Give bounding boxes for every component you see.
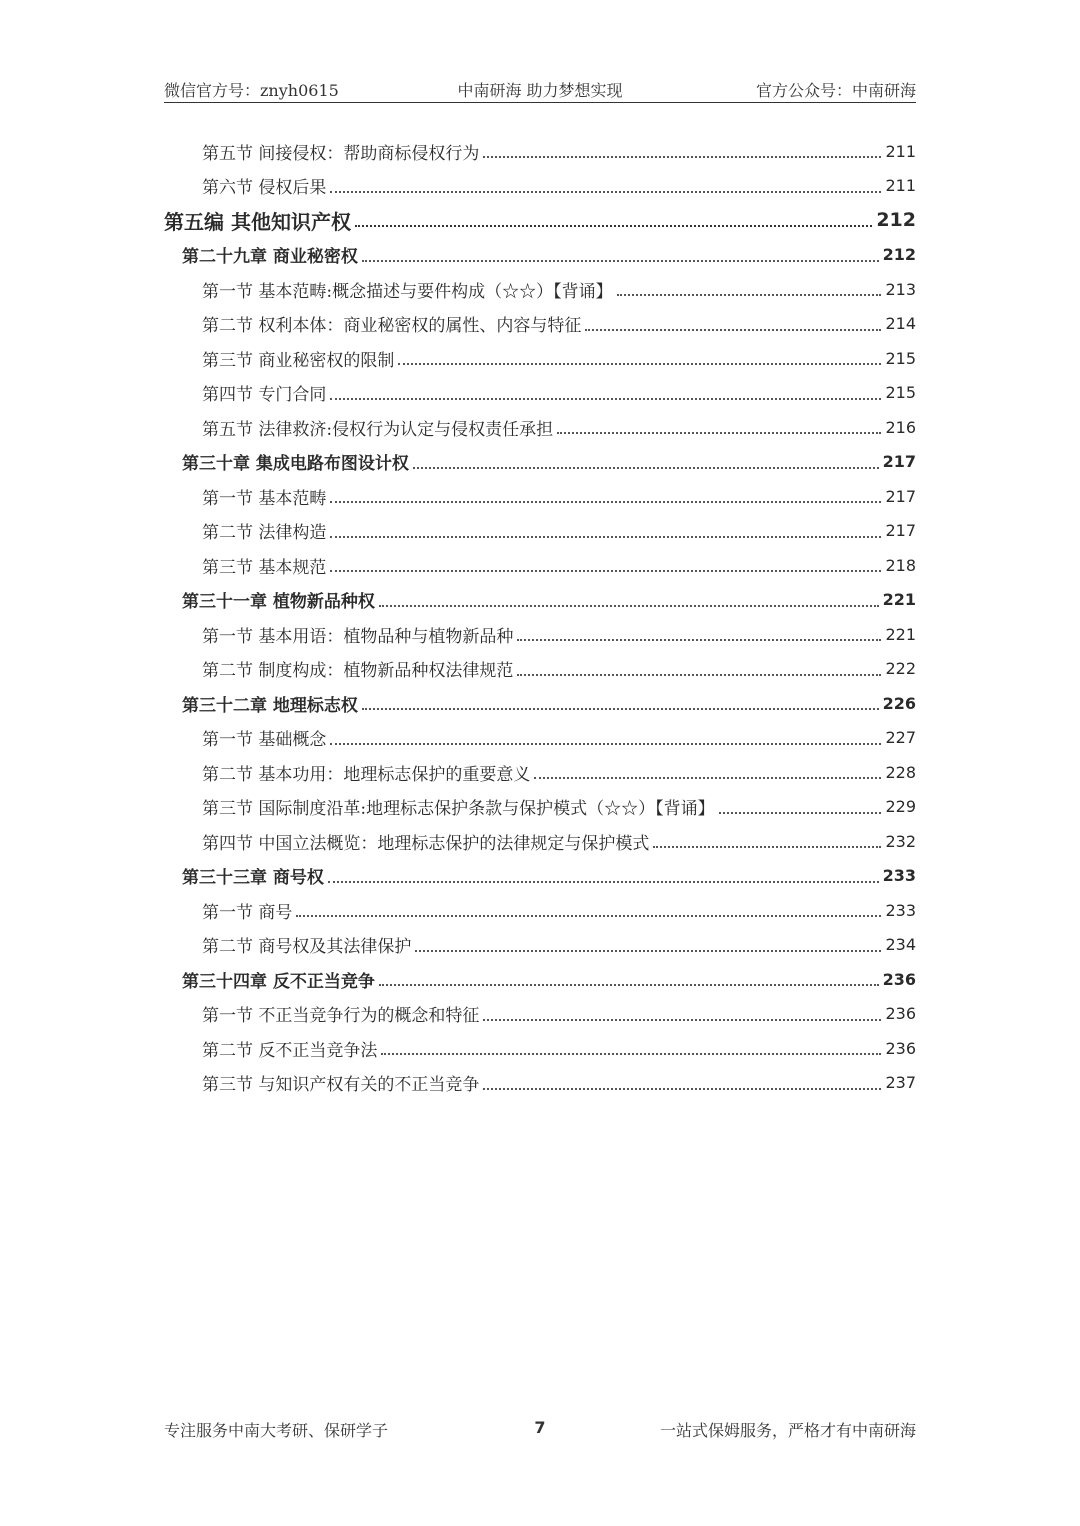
toc-leader-dots bbox=[398, 363, 881, 365]
header-slogan: 中南研海 助力梦想实现 bbox=[457, 81, 623, 100]
toc-entry-section[interactable] bbox=[164, 272, 916, 307]
toc-leader-dots bbox=[296, 915, 881, 917]
toc-leader-dots bbox=[330, 191, 881, 193]
toc-entry-page: 236 bbox=[885, 1038, 916, 1058]
toc-leader-dots bbox=[483, 1019, 881, 1021]
toc-entry-title: 第一节 不正当竞争行为的概念和特征 bbox=[202, 1006, 480, 1027]
toc-entry-part[interactable] bbox=[164, 203, 916, 238]
toc-entry-section[interactable] bbox=[164, 997, 916, 1032]
toc-leader-dots bbox=[330, 743, 881, 745]
toc-entry-page: 217 bbox=[885, 486, 916, 506]
toc-entry-section[interactable] bbox=[164, 652, 916, 687]
toc-entry-section[interactable] bbox=[164, 514, 916, 549]
toc-entry-page: 217 bbox=[882, 452, 916, 472]
toc-entry-section[interactable] bbox=[164, 376, 916, 411]
toc-leader-dots bbox=[483, 156, 881, 158]
toc-entry-chapter[interactable] bbox=[164, 445, 916, 480]
toc-entry-section[interactable] bbox=[164, 1066, 916, 1101]
toc-entry-page: 221 bbox=[885, 624, 916, 644]
toc-leader-dots bbox=[330, 501, 881, 503]
toc-entry-section[interactable] bbox=[164, 134, 916, 169]
toc-entry-chapter[interactable] bbox=[164, 238, 916, 273]
toc-leader-dots bbox=[653, 846, 881, 848]
toc-entry-title: 第四节 中国立法概览：地理标志保护的法律规定与保护模式 bbox=[202, 833, 650, 854]
toc-entry-section[interactable] bbox=[164, 410, 916, 445]
toc-entry-title: 第三十一章 植物新品种权 bbox=[182, 592, 375, 613]
toc-entry-title: 第三十二章 地理标志权 bbox=[182, 695, 358, 716]
toc-entry-title: 第二节 权利本体：商业秘密权的属性、内容与特征 bbox=[202, 316, 582, 337]
toc-leader-dots bbox=[362, 708, 879, 710]
toc-entry-page: 211 bbox=[885, 176, 916, 196]
toc-entry-section[interactable] bbox=[164, 790, 916, 825]
toc-leader-dots bbox=[617, 294, 882, 296]
toc-entry-section[interactable] bbox=[164, 341, 916, 376]
toc-entry-page: 218 bbox=[885, 555, 916, 575]
toc-entry-title: 第二节 法律构造 bbox=[202, 523, 327, 544]
toc-leader-dots bbox=[381, 1053, 881, 1055]
toc-entry-page: 227 bbox=[885, 728, 916, 748]
toc-entry-page: 222 bbox=[885, 659, 916, 679]
toc-leader-dots bbox=[483, 1088, 881, 1090]
toc-entry-page: 233 bbox=[885, 900, 916, 920]
toc-leader-dots bbox=[719, 812, 882, 814]
toc-leader-dots bbox=[330, 536, 881, 538]
toc-entry-chapter[interactable] bbox=[164, 686, 916, 721]
toc-entry-title: 第六节 侵权后果 bbox=[202, 178, 327, 199]
toc-leader-dots bbox=[585, 329, 881, 331]
toc-entry-page: 214 bbox=[885, 314, 916, 334]
toc-entry-page: 234 bbox=[885, 935, 916, 955]
toc-entry-section[interactable] bbox=[164, 824, 916, 859]
toc-leader-dots bbox=[328, 881, 879, 883]
toc-entry-title: 第二节 商号权及其法律保护 bbox=[202, 937, 412, 958]
toc-entry-title: 第一节 基本范畴 bbox=[202, 488, 327, 509]
toc-entry-page: 229 bbox=[885, 797, 916, 817]
toc-entry-page: 236 bbox=[885, 1004, 916, 1024]
toc-entry-page: 213 bbox=[885, 279, 916, 299]
toc-entry-page: 237 bbox=[885, 1073, 916, 1093]
toc-entry-chapter[interactable] bbox=[164, 859, 916, 894]
toc-entry-page: 215 bbox=[885, 383, 916, 403]
toc-entry-page: 216 bbox=[885, 417, 916, 437]
header-wechat-id: 微信官方号：znyh0615 bbox=[164, 81, 339, 100]
toc-entry-page: 226 bbox=[882, 693, 916, 713]
toc-entry-page: 233 bbox=[882, 866, 916, 886]
toc-entry-page: 212 bbox=[882, 245, 916, 265]
toc-leader-dots bbox=[330, 570, 881, 572]
toc-entry-title: 第二节 反不正当竞争法 bbox=[202, 1040, 378, 1061]
toc-entry-title: 第二十九章 商业秘密权 bbox=[182, 247, 358, 268]
toc-entry-page: 236 bbox=[882, 969, 916, 989]
page-footer bbox=[164, 1418, 916, 1442]
toc-entry-title: 第三节 国际制度沿革:地理标志保护条款与保护模式（☆☆）【背诵】 bbox=[202, 799, 715, 820]
toc-entry-title: 第三节 与知识产权有关的不正当竞争 bbox=[202, 1075, 480, 1096]
toc-entry-section[interactable] bbox=[164, 169, 916, 204]
toc-entry-title: 第一节 基础概念 bbox=[202, 730, 327, 751]
toc-leader-dots bbox=[534, 777, 881, 779]
toc-leader-dots bbox=[355, 225, 872, 227]
toc-entry-title: 第五节 法律救济:侵权行为认定与侵权责任承担 bbox=[202, 419, 554, 440]
toc-leader-dots bbox=[415, 950, 881, 952]
toc-leader-dots bbox=[330, 398, 881, 400]
toc-entry-title: 第一节 基本用语：植物品种与植物新品种 bbox=[202, 626, 514, 647]
footer-right-text: 一站式保姆服务，严格才有中南研海 bbox=[659, 1421, 916, 1440]
toc-entry-title: 第一节 基本范畴:概念描述与要件构成（☆☆）【背诵】 bbox=[202, 281, 613, 302]
toc-entry-page: 212 bbox=[876, 209, 916, 232]
toc-leader-dots bbox=[413, 467, 879, 469]
toc-entry-page: 211 bbox=[885, 141, 916, 161]
toc-entry-section[interactable] bbox=[164, 307, 916, 342]
toc-leader-dots bbox=[362, 260, 879, 262]
header-official-account: 官方公众号：中南研海 bbox=[755, 81, 916, 100]
toc-entry-title: 第二节 基本功用：地理标志保护的重要意义 bbox=[202, 764, 531, 785]
toc-entry-chapter[interactable] bbox=[164, 962, 916, 997]
toc-entry-page: 228 bbox=[885, 762, 916, 782]
toc-entry-title: 第二节 制度构成：植物新品种权法律规范 bbox=[202, 661, 514, 682]
toc-entry-title: 第五节 间接侵权：帮助商标侵权行为 bbox=[202, 143, 480, 164]
toc-entry-title: 第四节 专门合同 bbox=[202, 385, 327, 406]
toc-entry-title: 第五编 其他知识产权 bbox=[164, 209, 351, 234]
toc-entry-title: 第三节 商业秘密权的限制 bbox=[202, 350, 395, 371]
toc-entry-section[interactable] bbox=[164, 721, 916, 756]
toc-entry-page: 232 bbox=[885, 831, 916, 851]
toc-entry-title: 第三十四章 反不正当竞争 bbox=[182, 971, 375, 992]
footer-left-text: 专注服务中南大考研、保研学子 bbox=[164, 1421, 389, 1440]
toc-leader-dots bbox=[517, 674, 881, 676]
toc-entry-section[interactable] bbox=[164, 755, 916, 790]
toc-entry-page: 217 bbox=[885, 521, 916, 541]
toc-entry-title: 第一节 商号 bbox=[202, 902, 293, 923]
toc-leader-dots bbox=[557, 432, 881, 434]
toc-entry-section[interactable] bbox=[164, 928, 916, 963]
toc-leader-dots bbox=[379, 984, 879, 986]
toc-entry-section[interactable] bbox=[164, 548, 916, 583]
toc-entry-title: 第三十章 集成电路布图设计权 bbox=[182, 454, 409, 475]
toc-entry-page: 221 bbox=[882, 590, 916, 610]
toc-entry-section[interactable] bbox=[164, 479, 916, 514]
toc-entry-page: 215 bbox=[885, 348, 916, 368]
toc-entry-section[interactable] bbox=[164, 1031, 916, 1066]
toc-leader-dots bbox=[379, 605, 879, 607]
toc-entry-title: 第三十三章 商号权 bbox=[182, 868, 324, 889]
toc-entry-title: 第三节 基本规范 bbox=[202, 557, 327, 578]
toc-leader-dots bbox=[517, 639, 881, 641]
page-header bbox=[164, 76, 916, 103]
toc-entry-section[interactable] bbox=[164, 617, 916, 652]
toc-entry-section[interactable] bbox=[164, 893, 916, 928]
table-of-contents bbox=[164, 134, 916, 1100]
page-number: 7 bbox=[534, 1418, 546, 1437]
toc-entry-chapter[interactable] bbox=[164, 583, 916, 618]
